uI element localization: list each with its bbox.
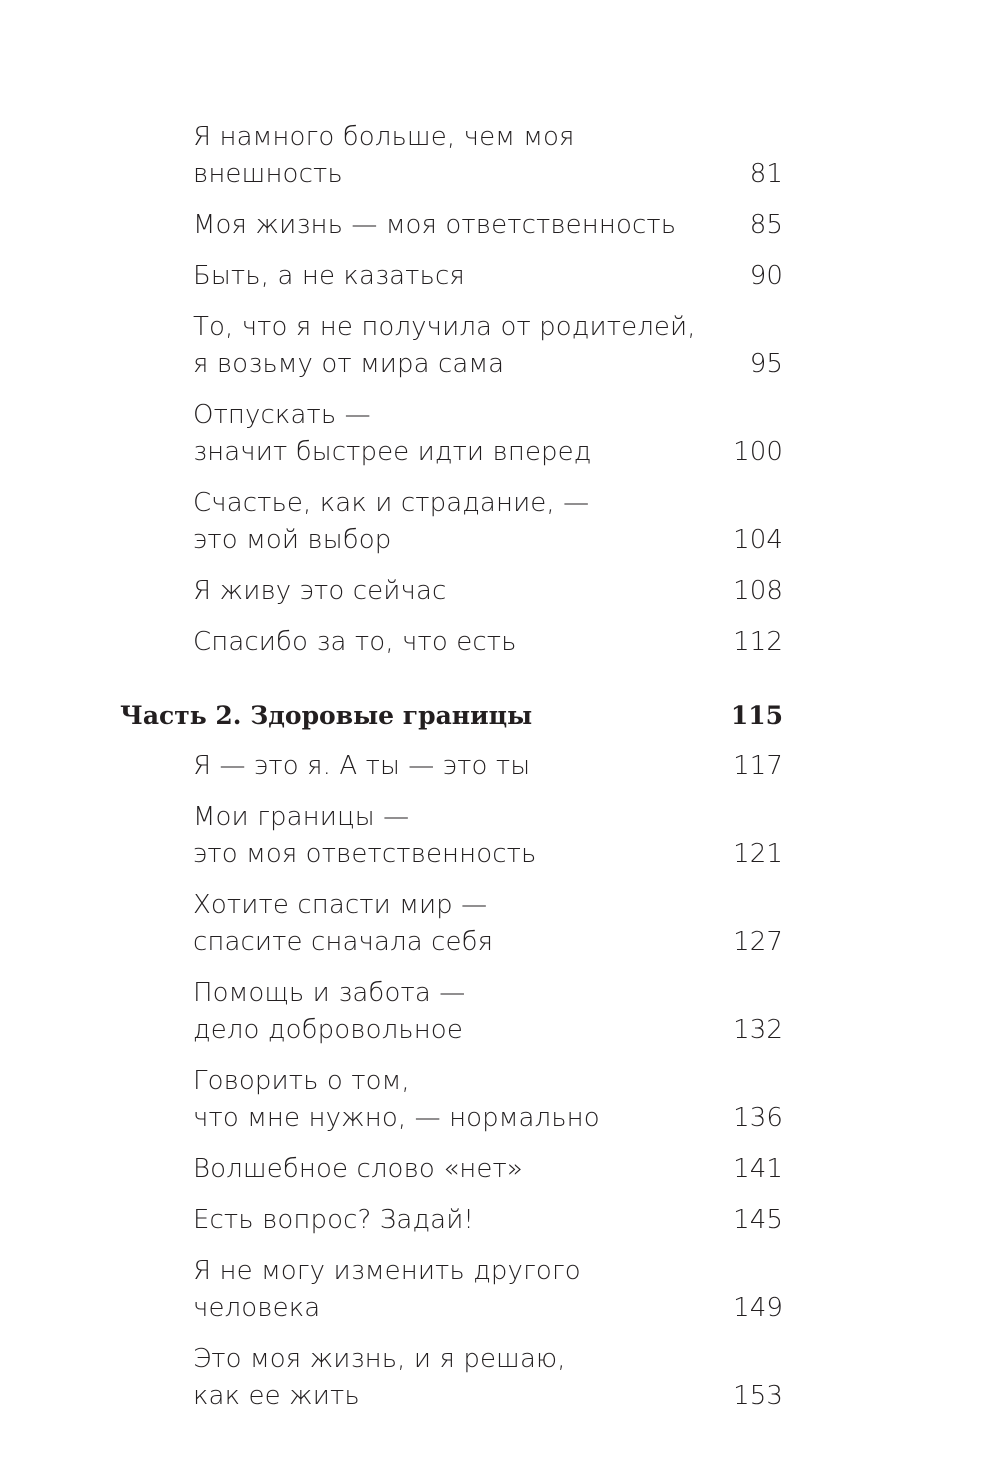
toc-entry-page: 100 — [733, 437, 783, 467]
toc-entry-title: Спасибо за то, что есть — [193, 627, 517, 657]
toc-entry-title: Отпускать — значит быстрее идти вперед — [193, 400, 592, 467]
toc-entry-page: 112 — [733, 627, 783, 657]
toc-entry-page: 81 — [749, 159, 783, 189]
toc-entry[interactable] — [193, 573, 783, 610]
toc-entry-page: 85 — [749, 210, 783, 240]
toc-entry-title: Я живу это сейчас — [193, 576, 447, 606]
toc-entry-title: Счастье, как и страдание, — это мой выбор — [193, 488, 590, 555]
toc-entry-page: 153 — [733, 1381, 783, 1411]
toc-entry[interactable] — [193, 207, 783, 244]
toc-entry-page: 95 — [749, 349, 783, 379]
toc-part-heading[interactable] — [120, 697, 783, 734]
toc-entry-title: Я — это я. А ты — это ты — [193, 751, 531, 781]
toc-entry-title: Мои границы — это моя ответственность — [193, 802, 537, 869]
table-of-contents — [0, 119, 1000, 1429]
toc-entry[interactable] — [193, 799, 783, 873]
toc-entry[interactable] — [193, 1063, 783, 1137]
toc-entry-page: 136 — [733, 1103, 783, 1133]
toc-entry[interactable] — [193, 887, 783, 961]
toc-entry-title: Моя жизнь — моя ответственность — [193, 210, 677, 240]
toc-entry[interactable] — [193, 1151, 783, 1188]
toc-entry-title: Хотите спасти мир — спасите сначала себя — [193, 890, 494, 957]
toc-entry-title: Это моя жизнь, и я решаю, как ее жить — [193, 1344, 566, 1411]
toc-entry-page: 121 — [733, 839, 783, 869]
toc-entry[interactable] — [193, 975, 783, 1049]
toc-entry-title: Волшебное слово «нет» — [193, 1154, 523, 1184]
toc-entry-title: То, что я не получила от родителей, я возьму от мира сама — [193, 312, 696, 379]
toc-entry-page: 104 — [733, 525, 783, 555]
toc-entry-page: 141 — [733, 1154, 783, 1184]
toc-entry-title: Есть вопрос? Задай! — [193, 1205, 474, 1235]
toc-entry-page: 132 — [733, 1015, 783, 1045]
toc-entry-page: 145 — [733, 1205, 783, 1235]
toc-entry[interactable] — [193, 258, 783, 295]
toc-entry[interactable] — [193, 397, 783, 471]
toc-entry[interactable] — [193, 485, 783, 559]
toc-entry[interactable] — [193, 1202, 783, 1239]
toc-entry[interactable] — [193, 624, 783, 661]
toc-entry-page: 108 — [733, 576, 783, 606]
toc-part-title: Часть 2. Здоровые границы — [120, 701, 533, 730]
toc-part-page: 115 — [730, 701, 783, 730]
toc-entry[interactable] — [193, 1341, 783, 1415]
toc-entry[interactable] — [193, 119, 783, 193]
toc-entry-title: Помощь и забота — дело добровольное — [193, 978, 466, 1045]
toc-entry[interactable] — [193, 748, 783, 785]
toc-entry-title: Говорить о том, что мне нужно, — нормально — [193, 1066, 600, 1133]
toc-entry-title: Быть, а не казаться — [193, 261, 465, 291]
toc-entry-page: 149 — [733, 1293, 783, 1323]
toc-entry-title: Я не могу изменить другого человека — [193, 1256, 581, 1323]
toc-entry-page: 117 — [733, 751, 783, 781]
toc-entry-page: 90 — [749, 261, 783, 291]
toc-entry-title: Я намного больше, чем моя внешность — [193, 122, 575, 189]
toc-entry[interactable] — [193, 1253, 783, 1327]
toc-entry-page: 127 — [733, 927, 783, 957]
toc-entry[interactable] — [193, 309, 783, 383]
